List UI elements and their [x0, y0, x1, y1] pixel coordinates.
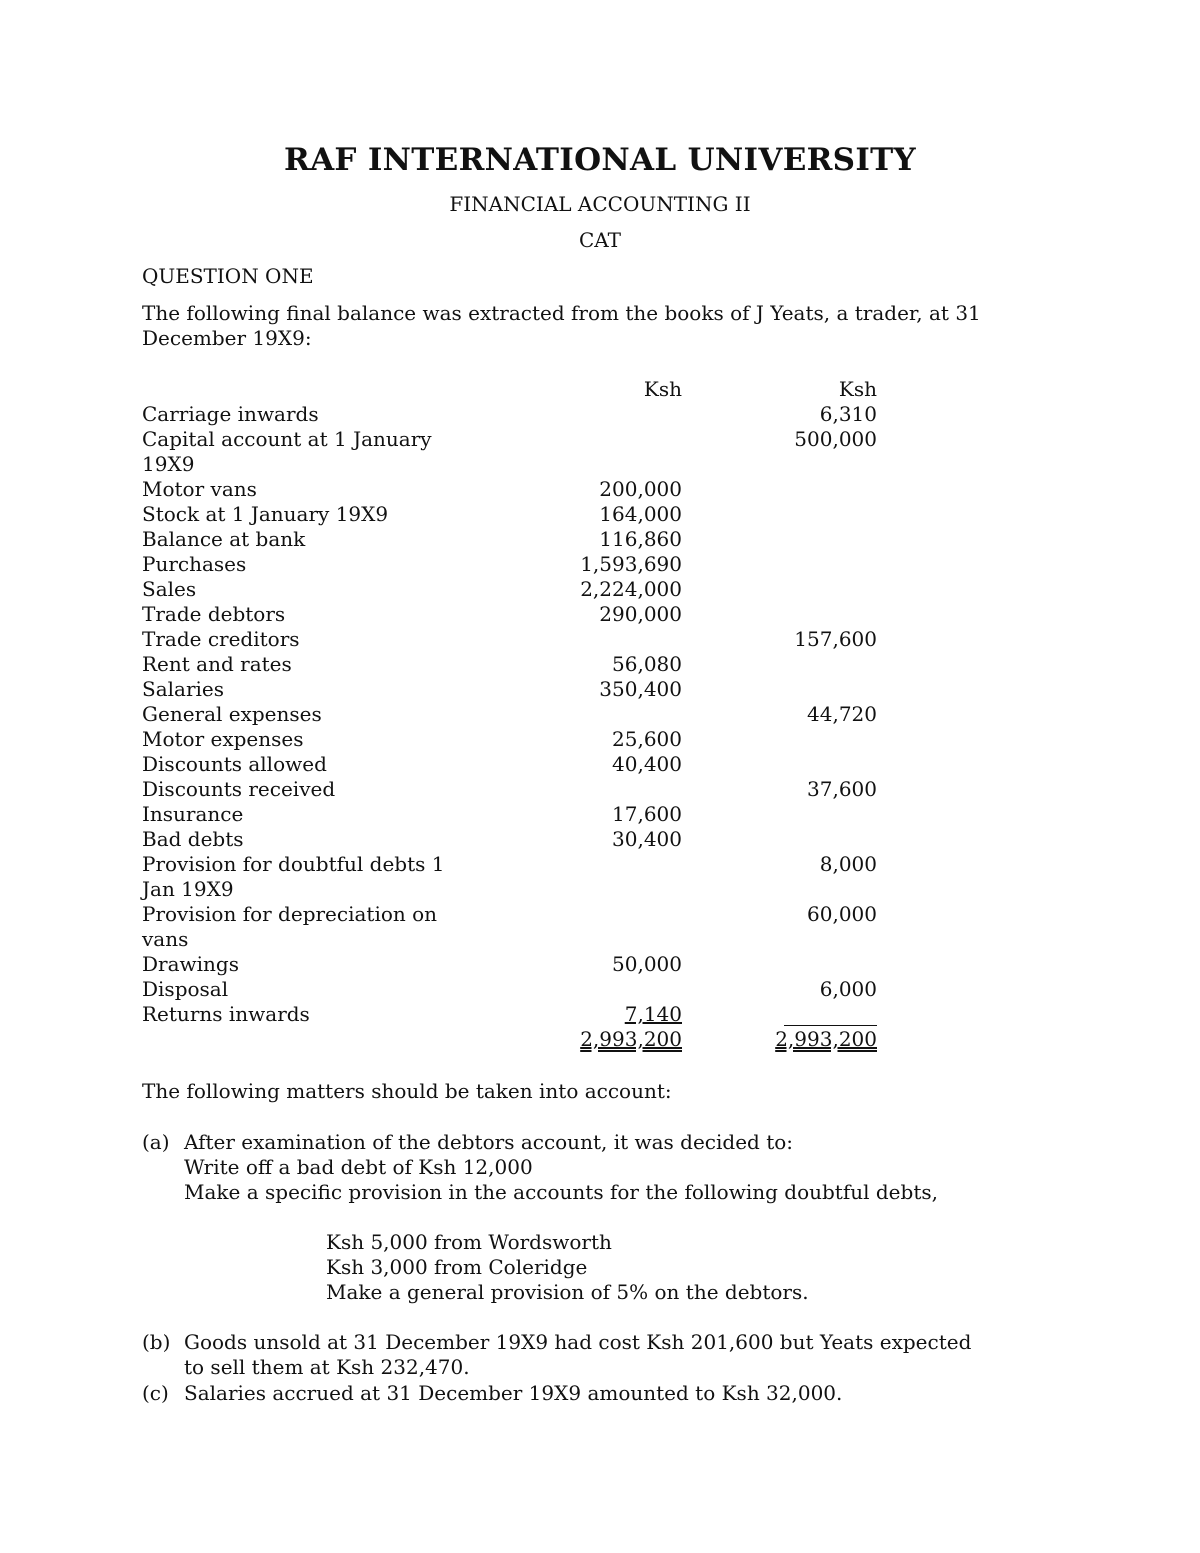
- total-credit: 2,993,200: [775, 1027, 877, 1051]
- debit-amount: 25,600: [612, 727, 682, 751]
- trial-balance-header: [142, 377, 902, 402]
- matter-line: to sell them at Ksh 232,470.: [184, 1355, 470, 1379]
- debit-amount: 50,000: [612, 952, 682, 976]
- account-name: Returns inwards: [142, 1002, 310, 1026]
- total-debit: 2,993,200: [580, 1027, 682, 1051]
- account-name: General expenses: [142, 702, 322, 726]
- university-title: RAF INTERNATIONAL UNIVERSITY: [284, 142, 916, 178]
- account-name-continuation: 19X9: [142, 452, 195, 476]
- trial-balance-row: [142, 802, 902, 827]
- matter-line: Salaries accrued at 31 December 19X9 amounted to Ksh 32,000.: [184, 1381, 843, 1405]
- trial-balance-row: [142, 852, 902, 877]
- intro-line: December 19X9:: [142, 326, 312, 350]
- matter-line: Goods unsold at 31 December 19X9 had cost Ksh 201,600 but Yeats expected: [184, 1330, 972, 1354]
- trial-balance-row: [142, 677, 902, 702]
- trial-balance-row: [142, 727, 902, 752]
- intro-line: The following final balance was extracted from the books of J Yeats, a trader, at 31: [142, 301, 981, 325]
- credit-amount: 6,000: [819, 977, 877, 1001]
- account-name: Provision for doubtful debts 1: [142, 852, 445, 876]
- credit-amount: 500,000: [794, 427, 877, 451]
- trial-balance-row: [142, 777, 902, 802]
- trial-balance-row: [142, 427, 902, 452]
- debit-amount: 2,224,000: [580, 577, 682, 601]
- trial-balance-row: [142, 827, 902, 852]
- debit-amount: 40,400: [612, 752, 682, 776]
- trial-balance-row: [142, 502, 902, 527]
- account-name: Trade creditors: [142, 627, 300, 651]
- trial-balance-row-continuation: [142, 452, 902, 477]
- matters-intro: The following matters should be taken into account:: [142, 1079, 672, 1103]
- account-name: Motor expenses: [142, 727, 304, 751]
- trial-balance: [142, 377, 902, 1052]
- credit-amount: 44,720: [807, 702, 877, 726]
- trial-balance-row: [142, 627, 902, 652]
- matter-c: [142, 1381, 1072, 1406]
- matter-b: [142, 1330, 1072, 1380]
- trial-balance-row: [142, 902, 902, 927]
- trial-balance-row: [142, 602, 902, 627]
- account-name: Provision for depreciation on: [142, 902, 438, 926]
- account-name-continuation: vans: [142, 927, 189, 951]
- trial-balance-rows: [142, 402, 902, 1027]
- matter-subline: Ksh 5,000 from Wordsworth: [326, 1230, 612, 1254]
- trial-balance-row: [142, 977, 902, 1002]
- credit-amount: 60,000: [807, 902, 877, 926]
- account-name: Carriage inwards: [142, 402, 319, 426]
- course-title: FINANCIAL ACCOUNTING II: [449, 192, 751, 216]
- trial-balance-totals: [142, 1027, 902, 1052]
- trial-balance-row-continuation: [142, 877, 902, 902]
- account-name-continuation: Jan 19X9: [142, 877, 234, 901]
- debit-amount: 1,593,690: [580, 552, 682, 576]
- question-intro: [142, 301, 1072, 351]
- credit-column-header: Ksh: [838, 377, 877, 401]
- matter-label: (a): [142, 1130, 170, 1154]
- matter-subline: Make a general provision of 5% on the debtors.: [326, 1280, 809, 1304]
- account-name: Discounts allowed: [142, 752, 327, 776]
- account-name: Trade debtors: [142, 602, 286, 626]
- matter-label: (c): [142, 1381, 169, 1405]
- account-name: Rent and rates: [142, 652, 292, 676]
- debit-amount: 30,400: [612, 827, 682, 851]
- assessment-title: CAT: [579, 228, 621, 252]
- debit-amount: 164,000: [599, 502, 682, 526]
- matter-label: (b): [142, 1330, 171, 1354]
- trial-balance-row: [142, 577, 902, 602]
- account-name: Bad debts: [142, 827, 244, 851]
- trial-balance-row: [142, 652, 902, 677]
- account-name: Disposal: [142, 977, 229, 1001]
- debit-amount: 7,140: [624, 1002, 682, 1026]
- matter-subline: Ksh 3,000 from Coleridge: [326, 1255, 588, 1279]
- debit-column-header: Ksh: [643, 377, 682, 401]
- debit-amount: 350,400: [599, 677, 682, 701]
- trial-balance-row: [142, 527, 902, 552]
- credit-amount: 37,600: [807, 777, 877, 801]
- account-name: Drawings: [142, 952, 239, 976]
- debit-amount: 290,000: [599, 602, 682, 626]
- debit-amount: 116,860: [599, 527, 682, 551]
- trial-balance-row-continuation: [142, 927, 902, 952]
- account-name: Insurance: [142, 802, 244, 826]
- credit-subtotal-rule: [784, 1025, 877, 1026]
- account-name: Balance at bank: [142, 527, 306, 551]
- trial-balance-row: [142, 702, 902, 727]
- debit-amount: 56,080: [612, 652, 682, 676]
- credit-amount: 6,310: [819, 402, 877, 426]
- account-name: Motor vans: [142, 477, 257, 501]
- account-name: Discounts received: [142, 777, 336, 801]
- debit-amount: 17,600: [612, 802, 682, 826]
- trial-balance-row: [142, 477, 902, 502]
- account-name: Salaries: [142, 677, 225, 701]
- debit-amount: 200,000: [599, 477, 682, 501]
- trial-balance-row: [142, 752, 902, 777]
- trial-balance-row: [142, 1002, 902, 1027]
- matter-line: After examination of the debtors account, it was decided to:: [184, 1130, 794, 1154]
- matter-line: Write off a bad debt of Ksh 12,000: [184, 1155, 533, 1179]
- account-name: Sales: [142, 577, 197, 601]
- trial-balance-row: [142, 952, 902, 977]
- matter-line: Make a specific provision in the accounts for the following doubtful debts,: [184, 1180, 938, 1204]
- credit-amount: 157,600: [794, 627, 877, 651]
- trial-balance-row: [142, 402, 902, 427]
- matter-a: [142, 1130, 1072, 1305]
- trial-balance-row: [142, 552, 902, 577]
- account-name: Capital account at 1 January: [142, 427, 432, 451]
- question-heading: QUESTION ONE: [142, 264, 314, 288]
- account-name: Purchases: [142, 552, 247, 576]
- account-name: Stock at 1 January 19X9: [142, 502, 389, 526]
- credit-amount: 8,000: [819, 852, 877, 876]
